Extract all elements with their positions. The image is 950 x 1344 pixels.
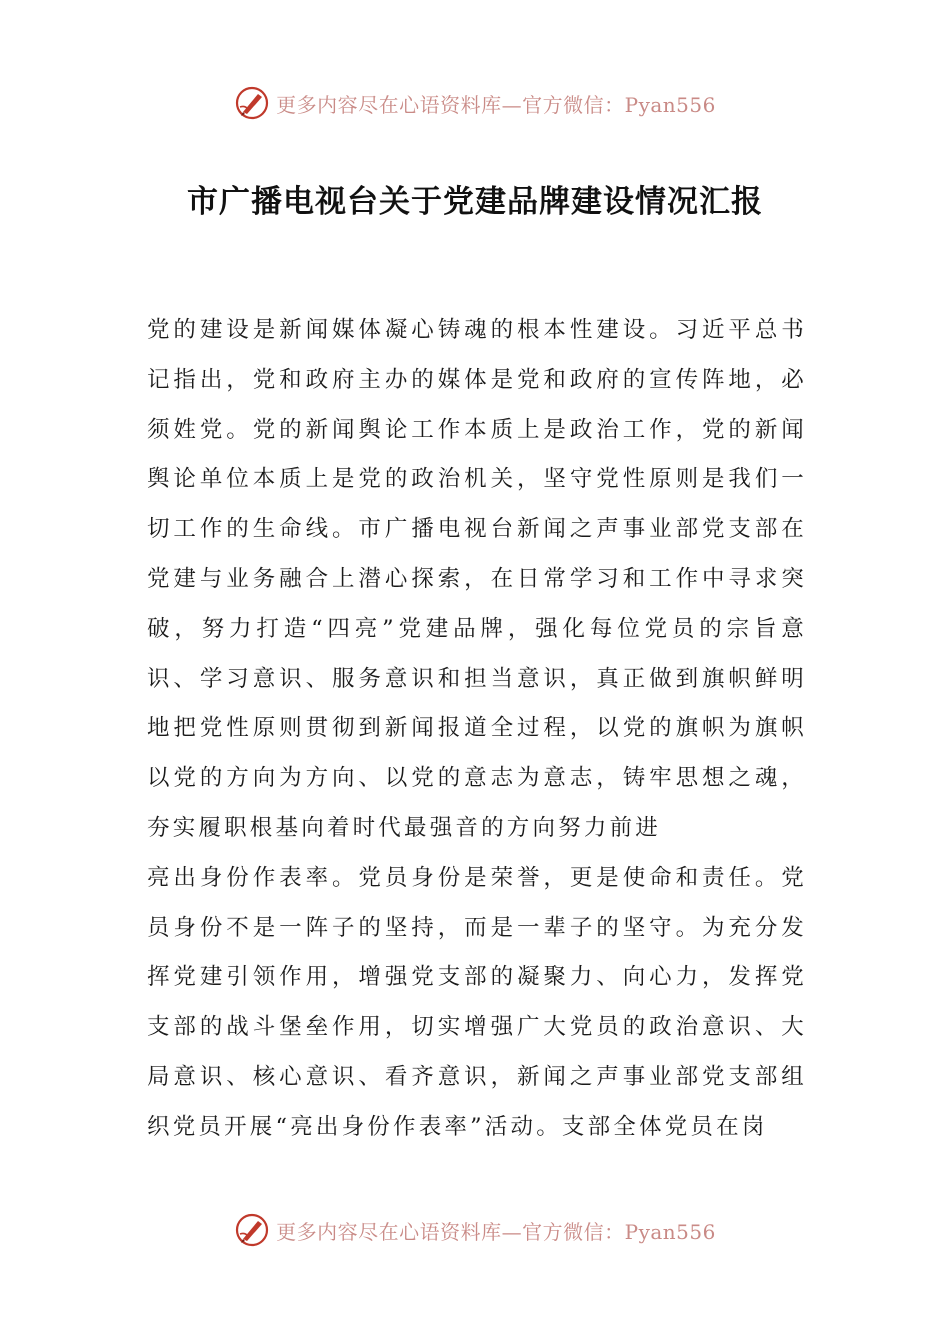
watermark-text: 更多内容尽在心语资料库—官方微信：Pyan556 — [276, 92, 716, 117]
footer-watermark — [0, 1210, 950, 1250]
document-title: 市广播电视台关于党建品牌建设情况汇报 — [187, 184, 763, 220]
header-watermark — [0, 83, 950, 123]
paragraph: 党的建设是新闻媒体凝心铸魂的根本性建设。习近平总书记指出，党和政府主办的媒体是党和政府的宣传阵地，必须姓党。党的新闻舆论工作本质上是政治工作，党的新闻舆论单位本质上是党的政治机关，坚守党性原则是我们一切工作的生命线。市广播电视台新闻之声事业部党支部在党建与业务融合上潜心探索，在日常学习和工作中寻求突破，努力打造“四亮”党建品牌，强化每位党员的宗旨意识、学习意识、服务意识和担当意识，真正做到旗帜鲜明地把党性原则贯彻到新闻报道全过程，以党的旗帜为旗帜以党的方向为方向、以党的意志为意志，铸牢思想之魂，夯实履职根基向着时代最强音的方向努力前进 — [147, 317, 807, 841]
document-body — [147, 306, 807, 1153]
pen-logo-icon — [234, 1212, 270, 1248]
paragraph: 亮出身份作表率。党员身份是荣誉，更是使命和责任。党员身份不是一阵子的坚持，而是一辈子的坚守。为充分发挥党建引领作用，增强党支部的凝聚力、向心力，发挥党支部的战斗堡垒作用，切实增强广大党员的政治意识、大局意识、核心意识、看齐意识，新闻之声事业部党支部组织党员开展“亮出身份作表率”活动。支部全体党员在岗 — [147, 864, 807, 1140]
pen-logo-icon — [234, 85, 270, 121]
watermark-text: 更多内容尽在心语资料库—官方微信：Pyan556 — [276, 1219, 716, 1244]
